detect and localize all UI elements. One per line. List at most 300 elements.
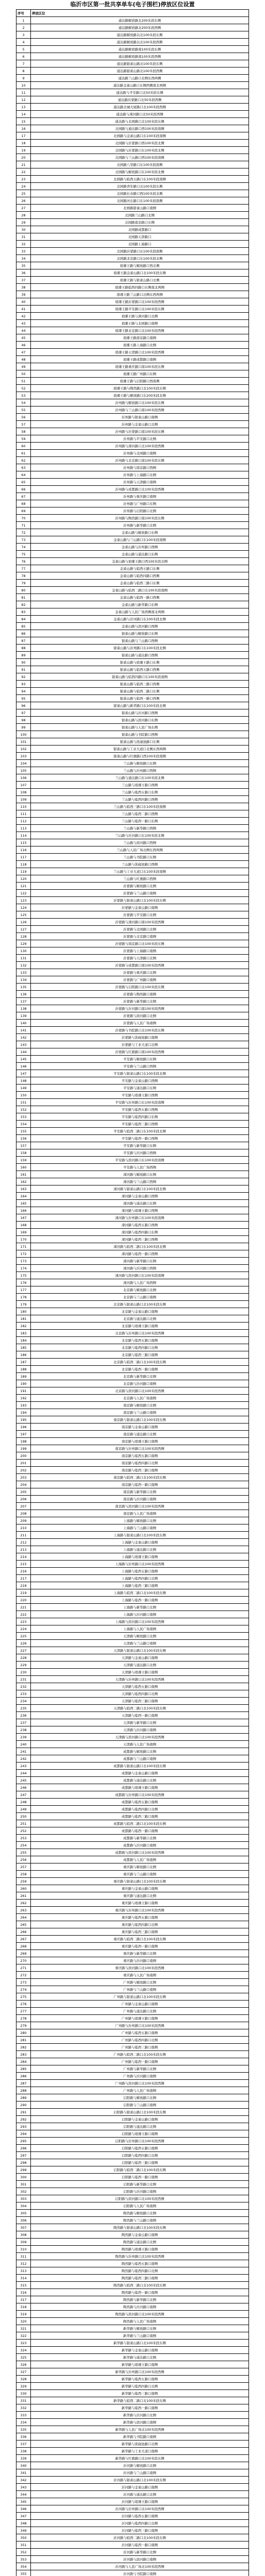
row-location: 天津路与沂州路口北100米段西侧 [31,1676,249,1683]
row-location: 重庆路与临西五路口南侧 [31,1914,249,1921]
table-row [16,176,249,183]
row-location: 天津路与临西一路口南侧 [31,1712,249,1719]
row-serial-number: 321 [16,2325,31,2332]
row-serial-number: 142 [16,1034,31,1041]
table-row [16,2267,249,2275]
row-serial-number: 214 [16,1553,31,1561]
row-location: 新华路与临西一路口南侧 [31,2404,249,2412]
row-serial-number: 64 [16,471,31,479]
row-serial-number: 62 [16,457,31,464]
row-serial-number: 86 [16,630,31,637]
table-row [16,1863,249,1871]
row-serial-number: 317 [16,2296,31,2303]
row-location: 沂蒙路与北京路口南侧 [31,933,249,940]
table-row [16,1849,249,1856]
row-location: 南京路与滨河路口北100米段西侧 [31,1503,249,1510]
table-row [16,911,249,919]
row-location: 沂河路与新华路口北侧 [31,2549,249,2556]
row-serial-number: 346 [16,2505,31,2513]
row-serial-number: 106 [16,774,31,782]
table-row [16,53,249,60]
row-location: 陶然路与琅琊王路口南侧 [31,2246,249,2253]
table-row [16,630,249,637]
row-serial-number: 182 [16,1323,31,1330]
row-location: 陶然路与沂河路口南侧 [31,2303,249,2311]
row-serial-number: 328 [16,2376,31,2383]
table-row [16,1741,249,1748]
row-serial-number: 158 [16,1149,31,1157]
table-row [16,327,249,334]
table-row [16,2318,249,2325]
row-location: 银雀山路与沂州路口东100米段北侧 [31,645,249,652]
row-serial-number: 200 [16,1452,31,1460]
table-row [16,1012,249,1020]
row-location: 南京路与兰山路口南侧 [31,1409,249,1416]
row-location: 沂河路与临西一路口南侧 [31,2541,249,2549]
table-row [16,2080,249,2087]
row-serial-number: 355 [16,2570,31,2576]
table-row [16,1222,249,1229]
row-serial-number: 14 [16,111,31,118]
row-location: 北京路与通达路口北侧 [31,1315,249,1323]
table-row [16,1647,249,1654]
row-location: 兰山路与红旗路口西侧 [31,875,249,883]
row-location: 北京路与沂河路口南侧 [31,1380,249,1387]
row-location: 启阳路与临西一路口南侧 [31,2174,249,2181]
table-row [16,1128,249,1135]
row-location: 涑河路与滨河路口东100米段南侧 [31,1272,249,1279]
table-row [16,522,249,529]
row-location: 陶然路与临西二路口北100米段东侧 [31,2282,249,2289]
table-row [16,1972,249,1979]
row-serial-number: 99 [16,724,31,731]
row-serial-number: 342 [16,2477,31,2484]
row-location: 平安路与临西二路口东100米段北侧 [31,1128,249,1135]
table-row [16,1993,249,2001]
row-location: 北京路与临西二路口北100米段东侧 [31,1359,249,1366]
table-row [16,2224,249,2231]
row-serial-number: 333 [16,2412,31,2419]
table-row [16,2145,249,2152]
table-row [16,479,249,486]
row-serial-number: 55 [16,406,31,414]
row-location: 启阳路与通达路口北侧 [31,2123,249,2130]
table-row [16,1351,249,1359]
row-serial-number: 282 [16,2044,31,2051]
table-row [16,1070,249,1077]
row-location: 北园路八里路口东100米段南侧 [31,161,249,168]
row-serial-number: 144 [16,1048,31,1056]
row-location: 新华路与金雀山路口南侧 [31,2347,249,2354]
row-serial-number: 19 [16,147,31,154]
row-serial-number: 266 [16,1928,31,1936]
table-row [16,1402,249,1409]
row-serial-number: 67 [16,493,31,500]
table-row [16,2426,249,2433]
table-row [16,1748,249,1755]
row-location: 启阳路与人民广场南侧 [31,2202,249,2210]
table-row [16,1568,249,1575]
row-location: 上海路与临西五路口南侧 [31,1568,249,1575]
table-row [16,1856,249,1863]
row-location: 南京路与琅琊王路口南侧 [31,1438,249,1445]
table-row [16,673,249,681]
table-row [16,2325,249,2332]
row-location: 成都路与新华路口北侧 [31,1835,249,1842]
row-serial-number: 66 [16,486,31,493]
row-serial-number: 290 [16,2102,31,2109]
row-serial-number: 30 [16,226,31,233]
row-serial-number: 318 [16,2303,31,2311]
row-serial-number: 129 [16,940,31,947]
row-serial-number: 213 [16,1546,31,1553]
table-row [16,616,249,623]
row-location: 银雀山路与工业大道口北侧东西两侧 [31,745,249,753]
table-row [16,1286,249,1294]
table-row [16,702,249,709]
row-location: 广州路与银雀山路口北100米段东侧 [31,1993,249,2001]
row-location: 琅琊王路与涑河路口北侧 [31,313,249,320]
table-row [16,298,249,306]
row-serial-number: 251 [16,1820,31,1827]
row-serial-number: 353 [16,2556,31,2563]
row-location: 金雀山路与临西四路口西侧 [31,572,249,580]
table-row [16,60,249,67]
row-serial-number: 248 [16,1799,31,1806]
row-location: 金雀山路与兰山路口东100米段南侧 [31,536,249,544]
row-serial-number: 304 [16,2202,31,2210]
row-serial-number: 194 [16,1409,31,1416]
row-location: 沂蒙路与书院路口北100米段东侧 [31,1027,249,1034]
row-location: 重庆路与银雀山路口北100米段东侧 [31,1878,249,1885]
row-location: 平安路与琅琊王路口西侧 [31,1092,249,1099]
row-serial-number: 41 [16,306,31,313]
table-row [16,1323,249,1330]
row-location: 新华路与临西四路口北侧 [31,2383,249,2390]
row-serial-number: 212 [16,1539,31,1546]
row-location: 广州路与人民广场南侧 [31,2087,249,2094]
row-serial-number: 1 [16,17,31,24]
table-row [16,1683,249,1690]
row-location: 沂蒙路与人民广场南侧 [31,1020,249,1027]
table-row [16,2311,249,2318]
row-serial-number: 283 [16,2051,31,2058]
table-row [16,1359,249,1366]
table-row [16,818,249,825]
row-location: 重庆路与临西一路口南侧 [31,1943,249,1950]
row-location: 涑河路与临西五路口西侧 [31,1222,249,1229]
row-location: 上海路与滨河路口北100米段西侧 [31,1618,249,1625]
table-row [16,205,249,212]
row-serial-number: 348 [16,2520,31,2527]
row-serial-number: 300 [16,2174,31,2181]
row-location: 涑河路与银雀山路口东100米段北侧 [31,1185,249,1193]
row-location: 涑河路与新华路口东侧 [31,1258,249,1265]
table-row [16,594,249,601]
row-location: 通达路沂蒙路口北50米段西侧 [31,96,249,104]
table-row [16,2549,249,2556]
row-serial-number: 320 [16,2318,31,2325]
row-serial-number: 312 [16,2260,31,2267]
row-location: 重庆路与新华路口北侧 [31,1950,249,1957]
row-serial-number: 34 [16,255,31,262]
row-serial-number: 4 [16,39,31,46]
row-location: 南京路与临西二路口北100米段东侧 [31,1474,249,1481]
row-location: 广州路与通达路口北侧 [31,2008,249,2015]
row-serial-number: 130 [16,947,31,955]
table-row [16,1885,249,1892]
row-location: 广州路与临西一路口南侧 [31,2058,249,2065]
row-location: 涑河路与金雀山路口西侧 [31,1193,249,1200]
row-location: 上海路与解放路口北侧 [31,1517,249,1524]
row-location: 银雀山路与临西五路口西侧 [31,666,249,673]
row-location: 通达路解放路北200米段西侧 [31,24,249,31]
table-row [16,2044,249,2051]
table-row [16,378,249,385]
row-location: 陶然路与金雀山路口南侧 [31,2231,249,2239]
table-row [16,2260,249,2267]
table-row [16,1041,249,1048]
table-row [16,342,249,349]
row-serial-number: 90 [16,659,31,666]
header-location: 停放区位 [31,10,249,17]
row-serial-number: 48 [16,356,31,363]
row-serial-number: 247 [16,1791,31,1799]
row-serial-number: 82 [16,601,31,608]
row-serial-number: 185 [16,1344,31,1351]
row-location: 沂蒙路与红旗路口南100米段西侧 [31,1048,249,1056]
row-location: 琅琊王路重庆路口南100米段东侧 [31,363,249,370]
table-row [16,1142,249,1149]
row-serial-number: 101 [16,738,31,745]
row-location: 沂蒙路与南京路口北100米段东侧 [31,940,249,947]
row-location: 新华路与工业大道口南侧 [31,2448,249,2455]
table-row [16,1770,249,1777]
row-serial-number: 184 [16,1337,31,1344]
row-serial-number: 94 [16,688,31,695]
row-serial-number: 128 [16,933,31,940]
table-row [16,1315,249,1323]
row-serial-number: 190 [16,1380,31,1387]
row-location: 沂蒙路与成都路口南100米段西侧 [31,962,249,969]
row-location: 上海路与新华路口北侧 [31,1604,249,1611]
row-location: 北京路与临西三路口南侧 [31,1351,249,1359]
row-serial-number: 139 [16,1012,31,1020]
row-serial-number: 162 [16,1178,31,1185]
row-serial-number: 267 [16,1936,31,1943]
row-serial-number: 23 [16,176,31,183]
table-row [16,1561,249,1568]
table-row [16,2397,249,2404]
table-row [16,1048,249,1056]
row-serial-number: 198 [16,1438,31,1445]
row-location: 兰山路与临西五路口东侧 [31,789,249,796]
table-row [16,2455,249,2462]
row-location: 琅琊王路与启阳路口西南侧 [31,378,249,385]
row-location: 沂蒙路与平安路口北侧 [31,911,249,919]
row-location: 启阳路与滨河路口北100米段西侧 [31,2195,249,2202]
row-location: 重庆路与临西四路口北侧 [31,1921,249,1928]
row-location: 通达路银雀山路北100米段东侧 [31,60,249,67]
row-location: 重庆路与琅琊王路口南侧 [31,1900,249,1907]
table-row [16,161,249,168]
row-serial-number: 12 [16,96,31,104]
table-row [16,2159,249,2166]
row-location: 新华路与解放路口北侧 [31,2325,249,2332]
row-location: 平安路与沂河路口西侧 [31,1149,249,1157]
table-row [16,1416,249,1423]
table-row [16,2368,249,2376]
table-row [16,2029,249,2037]
table-row [16,1524,249,1532]
table-row [16,587,249,594]
table-row [16,406,249,414]
table-row [16,2001,249,2008]
row-location: 沂州路与南京路口西侧 [31,464,249,471]
table-row [16,1301,249,1308]
row-serial-number: 85 [16,623,31,630]
row-location: 银雀山路与解放路口东侧 [31,630,249,637]
table-row [16,565,249,572]
row-location: 沂河路与临西五路口南侧 [31,2513,249,2520]
row-location: 新华路与琅琊王路口南侧 [31,2361,249,2368]
row-serial-number: 201 [16,1460,31,1467]
row-location: 北京路与银雀山路口北100米段东侧 [31,1301,249,1308]
row-serial-number: 49 [16,363,31,370]
row-serial-number: 210 [16,1524,31,1532]
table-row [16,1185,249,1193]
row-serial-number: 178 [16,1294,31,1301]
row-location: 金雀山路与通达路口东侧 [31,551,249,558]
row-serial-number: 159 [16,1157,31,1164]
row-location: 通达路解放路南100米段西侧 [31,53,249,60]
row-location: 银雀山路与书院路口西侧 [31,731,249,738]
row-serial-number: 308 [16,2231,31,2239]
row-serial-number: 77 [16,565,31,572]
table-row [16,2195,249,2202]
table-row [16,1690,249,1698]
row-location: 重庆路与兰山路口南侧 [31,1871,249,1878]
row-serial-number: 224 [16,1625,31,1633]
row-location: 兰山路与琅琊王路口西侧 [31,782,249,789]
table-row [16,435,249,443]
table-row [16,1395,249,1402]
table-row [16,2239,249,2246]
row-serial-number: 138 [16,1005,31,1012]
row-serial-number: 21 [16,161,31,168]
row-serial-number: 265 [16,1921,31,1928]
row-serial-number: 17 [16,132,31,140]
row-location: 成都路与人民广场南侧 [31,1856,249,1863]
row-serial-number: 218 [16,1582,31,1589]
table-row [16,861,249,868]
table-row [16,1597,249,1604]
table-row [16,255,249,262]
row-location: 琅琊王路南京路口南侧 [31,334,249,342]
row-location: 沂河路与通达路口北侧 [31,2491,249,2498]
row-location: 琅琊王路成都路口南侧 [31,356,249,363]
row-serial-number: 111 [16,810,31,818]
table-row [16,1121,249,1128]
row-location: 平安路与银雀山路口东100米段北侧 [31,1070,249,1077]
row-serial-number: 53 [16,392,31,399]
table-row [16,883,249,890]
row-serial-number: 121 [16,883,31,890]
table-row [16,1503,249,1510]
table-row [16,572,249,580]
table-row [16,1409,249,1416]
table-row [16,1243,249,1250]
table-row [16,760,249,767]
row-location: 北园路与金雀山路口东100米段南侧 [31,132,249,140]
row-location: 启阳路与琅琊王路口南侧 [31,2130,249,2138]
table-row [16,2094,249,2102]
row-location: 银雀山路与新华路口东100米段北侧 [31,702,249,709]
table-row [16,2022,249,2029]
row-serial-number: 25 [16,190,31,197]
row-serial-number: 104 [16,760,31,767]
table-row [16,385,249,392]
row-serial-number: 117 [16,854,31,861]
table-row [16,1640,249,1647]
table-row [16,1813,249,1820]
row-serial-number: 44 [16,327,31,334]
table-row [16,1806,249,1813]
table-row [16,2390,249,2397]
row-serial-number: 171 [16,1243,31,1250]
row-location: 通达路解放路北200米段东侧 [31,17,249,24]
table-row [16,919,249,926]
table-row [16,1553,249,1561]
row-location: 沂蒙路与广州路口南侧 [31,976,249,984]
row-location: 沂河路与临西四路口北侧 [31,2520,249,2527]
row-serial-number: 24 [16,183,31,190]
row-location: 上海路与兰山路口南侧 [31,1524,249,1532]
row-serial-number: 116 [16,846,31,854]
row-serial-number: 157 [16,1142,31,1149]
table-row [16,1589,249,1597]
row-serial-number: 68 [16,500,31,507]
table-row [16,2015,249,2022]
row-serial-number: 297 [16,2152,31,2159]
row-location: 涑河路与琅琊王路口西侧 [31,1207,249,1214]
row-serial-number: 15 [16,118,31,125]
row-location: 通达路解放路以北100米段西侧 [31,39,249,46]
row-location: 南京路与临西四路口北侧 [31,1460,249,1467]
table-row [16,947,249,955]
row-serial-number: 345 [16,2498,31,2505]
row-location: 涑河路与兰山路口西侧 [31,1178,249,1185]
table-row [16,1762,249,1770]
table-row [16,140,249,147]
row-serial-number: 155 [16,1128,31,1135]
row-serial-number: 238 [16,1726,31,1734]
row-serial-number: 335 [16,2426,31,2433]
row-location: 成都路与沂河路口南侧 [31,1842,249,1849]
row-serial-number: 244 [16,1770,31,1777]
row-serial-number: 240 [16,1741,31,1748]
row-serial-number: 193 [16,1402,31,1409]
table-row [16,1791,249,1799]
table-row [16,1712,249,1719]
table-row [16,1092,249,1099]
table-row [16,168,249,176]
row-serial-number: 179 [16,1301,31,1308]
row-serial-number: 6 [16,53,31,60]
table-row [16,1734,249,1741]
row-location: 成都路与临西二路口北100米段东侧 [31,1820,249,1827]
row-location: 金雀山路与临西一路口西侧 [31,594,249,601]
